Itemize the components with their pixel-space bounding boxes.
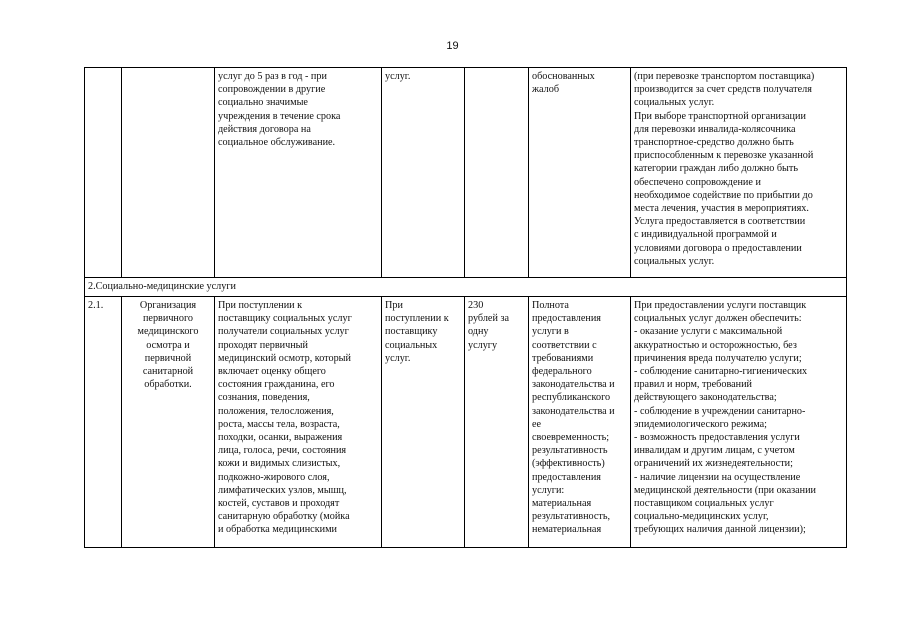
cell-conditions: При предоставлении услуги поставщик социальных услуг должен обеспечить: - оказание услуги с максимальной аккуратностью и осторожностью, без причинения вреда получателю услуги; - соблюдение санитарно-гигиенических правил и норм, требований действующего законодательства; - соблюдение в учреждении санитарно- эпидемиологического режима; - возможность предоставления услуги инвалидам и другим лицам, с учетом ограничений их жизнедеятельности; - наличие лицензии на осуществление медицинской деятельности (при оказании поставщиком социальных услуг социально-медицинских услуг, требующих наличия данной лицензии); <box>631 297 847 548</box>
cell-number: 2.1. <box>85 297 122 548</box>
cell-service-name <box>122 68 215 278</box>
page-number: 19 <box>446 40 459 52</box>
cell-number <box>85 68 122 278</box>
cell-timing: При поступлении к поставщику социальных услуг. <box>382 297 465 548</box>
cell-description: При поступлении к поставщику социальных услуг получатели социальных услуг проходят первичный медицинский осмотр, который включает оценку общего состояния гражданина, его сознания, поведения, положения, телосложения, роста, массы тела, возраста, походки, осанки, выражения лица, голоса, речи, состояния кожи и видимых слизистых, подкожно-жирового слоя, лимфатических узлов, мышц, костей, суставов и проходят санитарную обработку (мойка и обработка медицинскими <box>215 297 382 548</box>
cell-service-name: Организация первичного медицинского осмотра и первичной санитарной обработки. <box>122 297 215 548</box>
cell-tariff: 230 рублей за одну услугу <box>465 297 529 548</box>
cell-indicators: Полнота предоставления услуги в соответствии с требованиями федерального законодательства и республиканского законодательства и ее своевременность; результативность (эффективность) предоставления услуги: материальная результативность, нематериальная <box>529 297 631 548</box>
cell-indicators: обоснованных жалоб <box>529 68 631 278</box>
table-row-2-1 <box>85 297 847 548</box>
cell-conditions: (при перевозке транспортом поставщика) производится за счет средств получателя социальных услуг. При выборе транспортной организации для перевозки инвалида-колясочника транспортное-средство должно быть приспособленным к перевозке указанной категории граждан либо должно быть обеспечено сопровождение и необходимое содействие по прибытии до места лечения, участия в мероприятиях. Услуга предоставляется в соответствии с индивидуальной программой и условиями договора о предоставлении социальных услуг. <box>631 68 847 278</box>
cell-tariff <box>465 68 529 278</box>
section-header: 2.Социально-медицинские услуги <box>85 278 847 297</box>
table-row-continued <box>85 68 847 278</box>
cell-timing: услуг. <box>382 68 465 278</box>
services-table <box>84 67 847 548</box>
section-header-row <box>85 278 847 297</box>
cell-description: услуг до 5 раз в год - при сопровождении в другие социально значимые учреждения в течение срока действия договора на социальное обслуживание. <box>215 68 382 278</box>
